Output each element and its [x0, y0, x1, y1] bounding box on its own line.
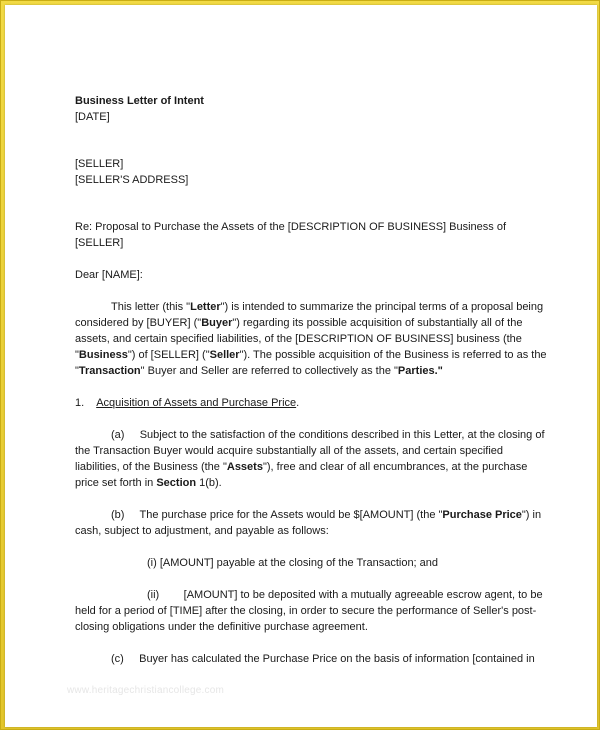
section-reference: Section	[156, 477, 197, 489]
payment-item-ii: (ii) [AMOUNT] to be deposited with a mutually agreeable escrow agent, to be held for a period of [TIME] after the closing, in order to secure the performance of Seller's post- closing obligations under the definitive purchase agreement.	[75, 589, 543, 633]
defined-term: Parties."	[397, 365, 443, 377]
section-number: 1.	[75, 397, 85, 409]
section-title: Acquisition of Assets and Purchase Price	[96, 397, 297, 409]
paragraph-a: (a) Subject to the satisfaction of the conditions described in this Letter, at the closing of the Transaction Buyer would acquire substantially all of the assets, and certain specified liabilities, of the Business (the "Assets"), free and clear of all encumbrances, at the purchase price set forth in Section 1(b).	[75, 429, 545, 489]
defined-term: Buyer	[201, 317, 233, 329]
watermark: www.heritagechristiancollege.com	[67, 685, 225, 696]
paragraph-c: (c) Buyer has calculated the Purchase Price on the basis of information [contained in	[111, 653, 535, 665]
re-line: Re: Proposal to Purchase the Assets of the [DESCRIPTION OF BUSINESS] Business of	[75, 221, 507, 233]
defined-term: Letter	[190, 301, 221, 313]
seller-name: [SELLER]	[75, 158, 124, 170]
defined-term: Purchase Price	[442, 509, 522, 521]
letter-date: [DATE]	[75, 111, 110, 123]
letter-body	[75, 93, 547, 667]
intro-paragraph: This letter (this "Letter") is intended to summarize the principal terms of a proposal being considered by [BUYER] ("Buyer") regarding its possible acquisition of substantially all of the assets, and certain specified liabilities, of the [DESCRIPTION OF BUSINESS] business (the "Business") of [SELLER] ("Seller"). The possible acquisition of the Business is referred to as the "Transaction" Buyer and Seller are referred to collectively as the "Parties."	[75, 301, 547, 377]
salutation: Dear [NAME]:	[75, 269, 143, 281]
paragraph-b: (b) The purchase price for the Assets would be $[AMOUNT] (the "Purchase Price") in cash, subject to adjustment, and payable as follows:	[75, 509, 542, 537]
defined-term: Transaction	[78, 365, 141, 377]
payment-item-i: (i) [AMOUNT] payable at the closing of the Transaction; and	[147, 557, 439, 569]
defined-term: Business	[78, 349, 128, 361]
document-page	[5, 5, 597, 727]
letter-title: Business Letter of Intent	[75, 95, 204, 107]
defined-term: Assets	[226, 461, 263, 473]
defined-term: Seller	[209, 349, 240, 361]
seller-address: [SELLER'S ADDRESS]	[75, 174, 189, 186]
section-heading: 1. Acquisition of Assets and Purchase Price.	[75, 397, 300, 409]
re-line-continued: [SELLER]	[75, 237, 124, 249]
